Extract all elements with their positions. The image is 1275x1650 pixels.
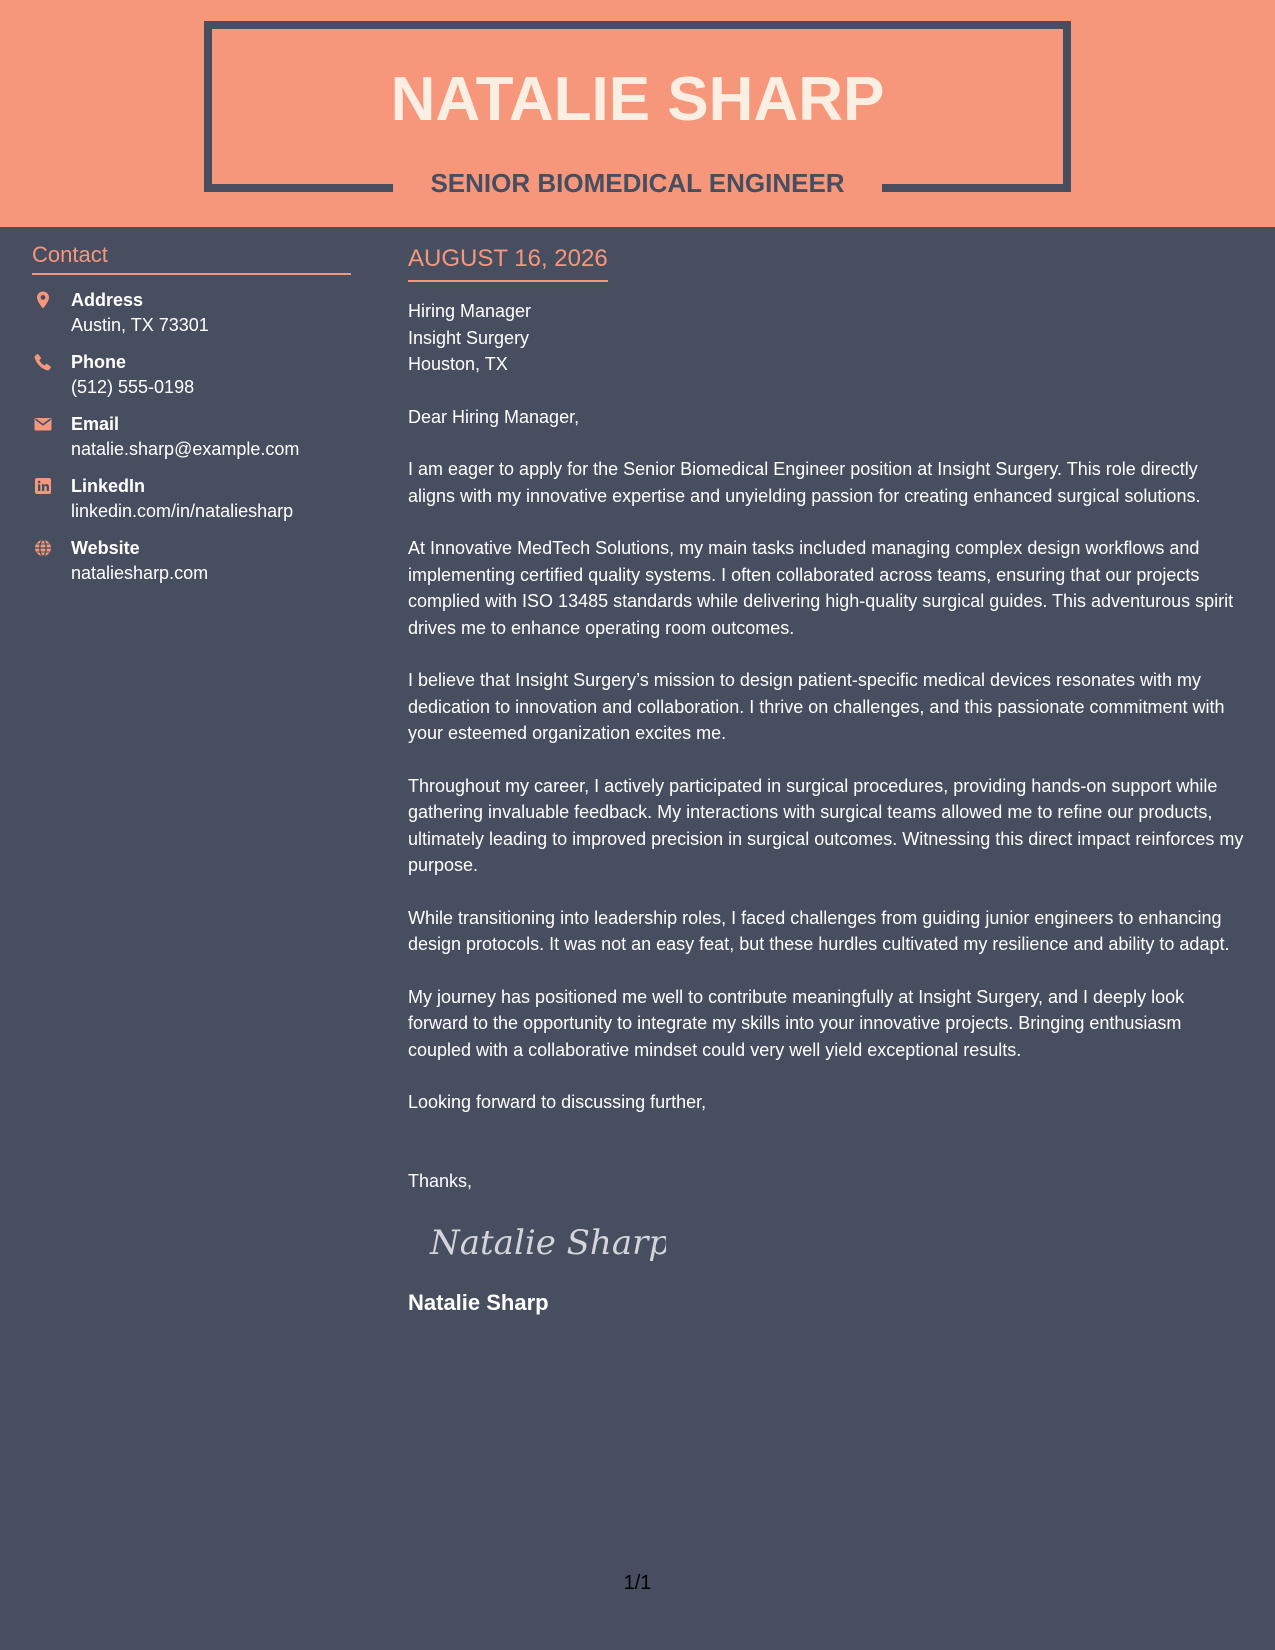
linkedin-icon xyxy=(33,476,53,496)
contact-heading: Contact xyxy=(32,240,351,275)
signoff: Thanks, xyxy=(408,1170,473,1191)
contact-item-linkedin xyxy=(32,474,351,524)
recipient-block xyxy=(408,298,1248,378)
contact-item-website xyxy=(32,536,351,586)
letter-body xyxy=(408,244,1248,1318)
handwritten-signature xyxy=(426,1218,666,1268)
contact-value: Austin, TX 73301 xyxy=(71,315,209,335)
contact-label: Address xyxy=(71,290,144,310)
letter-date: AUGUST 16, 2026 xyxy=(408,244,608,282)
contact-value: linkedin.com/in/nataliesharp xyxy=(71,501,294,521)
candidate-job-title: SENIOR BIOMEDICAL ENGINEER xyxy=(430,168,845,198)
page-number: 1/1 xyxy=(623,1572,652,1594)
body-paragraph: I am eager to apply for the Senior Biomedical Engineer position at Insight Surgery. This role directly aligns with my innovative expertise and unyielding passion for creating enhanced surgical solutions. xyxy=(408,459,1201,506)
header-banner xyxy=(0,0,1275,227)
contact-label: Website xyxy=(71,538,140,558)
candidate-name: NATALIE SHARP xyxy=(390,65,885,134)
map-pin-icon xyxy=(33,290,53,310)
contact-label: Email xyxy=(71,414,120,434)
closing-line: Looking forward to discussing further, xyxy=(408,1092,707,1112)
contact-sidebar xyxy=(32,240,351,586)
contact-item-phone xyxy=(32,350,351,400)
signer-name: Natalie Sharp xyxy=(408,1290,549,1315)
envelope-icon xyxy=(33,414,53,434)
contact-item-email xyxy=(32,412,351,462)
contact-item-address xyxy=(32,288,351,338)
phone-icon xyxy=(33,352,53,372)
contact-label: LinkedIn xyxy=(71,476,146,496)
contact-value: natalie.sharp@example.com xyxy=(71,439,300,459)
contact-value: nataliesharp.com xyxy=(71,563,209,583)
recipient-line: Houston, TX xyxy=(408,354,508,374)
recipient-line: Hiring Manager xyxy=(408,301,532,321)
body-paragraph: Throughout my career, I actively participated in surgical procedures, providing hands-on support while gathering invaluable feedback. My interactions with surgical teams allowed me to refine our products, ultimately leading to improved precision in surgical outcomes. Witnessing this direct impact reinforces my purpose. xyxy=(408,775,1244,875)
signature-script: Natalie Sharp xyxy=(430,1223,666,1263)
body-paragraph: I believe that Insight Surgery’s mission to design patient-specific medical devices resonates with my dedication to innovation and collaboration. I thrive on challenges, and this passionate commitment with your esteemed organization excites me. xyxy=(408,670,1225,743)
body-paragraph: At Innovative MedTech Solutions, my main tasks included managing complex design workflows and implementing certified quality systems. I often collaborated across teams, ensuring that our projects complied with ISO 13485 standards while delivering high-quality surgical guides. This adventurous spirit drives me to enhance operating room outcomes. xyxy=(408,538,1234,638)
contact-label: Phone xyxy=(71,352,127,372)
body-paragraph: While transitioning into leadership roles, I faced challenges from guiding junior engineers to enhancing design protocols. It was not an easy feat, but these hurdles cultivated my resilience and ability to adapt. xyxy=(408,907,1230,954)
globe-icon xyxy=(33,538,53,558)
contact-value: (512) 555-0198 xyxy=(71,377,195,397)
recipient-line: Insight Surgery xyxy=(408,327,530,348)
body-paragraph: My journey has positioned me well to contribute meaningfully at Insight Surgery, and I deeply look forward to the opportunity to integrate my skills into your innovative projects. Bringing enthusiasm coupled with a collaborative mindset could very well yield exceptional results. xyxy=(408,986,1185,1060)
salutation: Dear Hiring Manager, xyxy=(408,406,580,427)
